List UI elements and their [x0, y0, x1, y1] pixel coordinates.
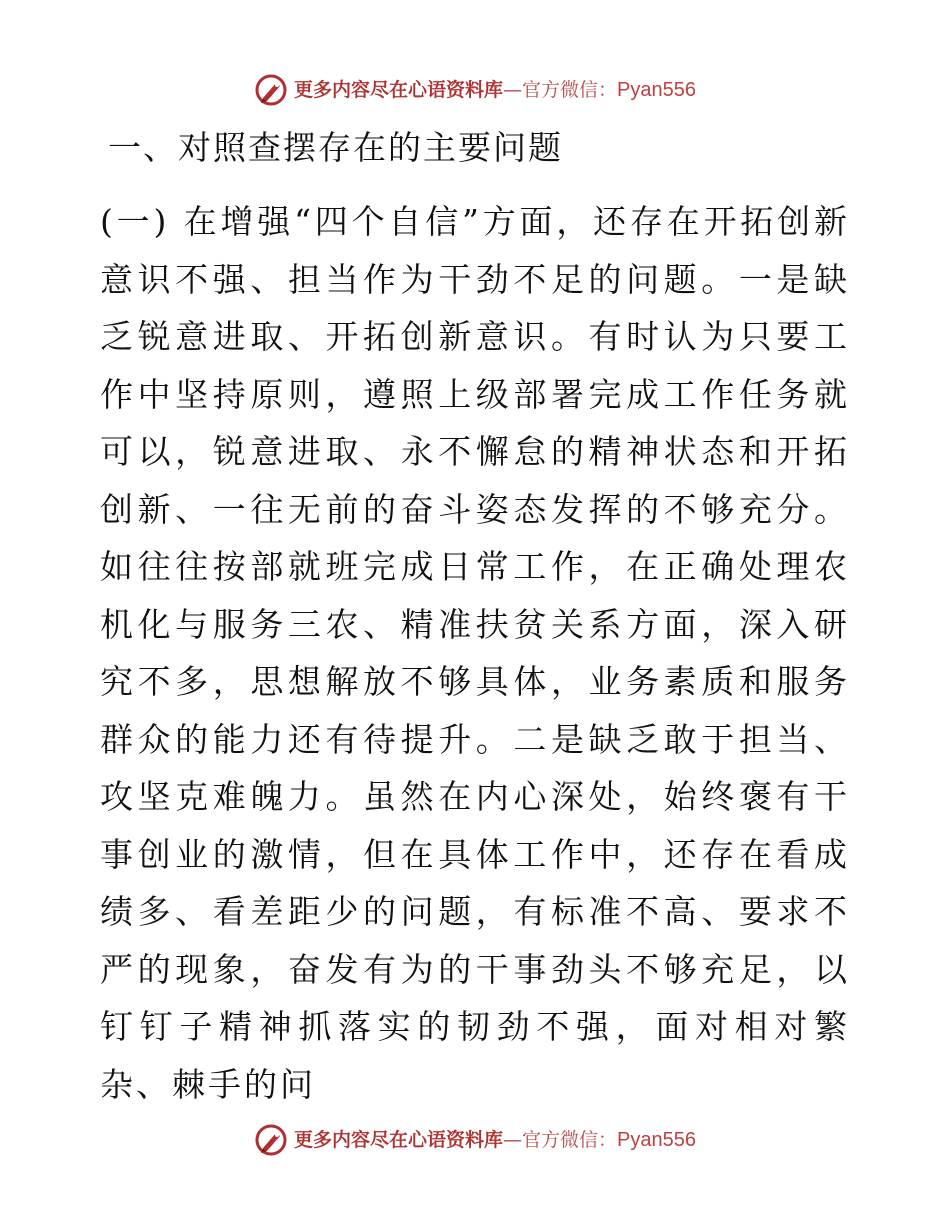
watermark-site-text: 更多内容尽在心语资料库: [294, 1129, 504, 1151]
pen-logo-icon: [254, 1123, 288, 1157]
watermark-site-text: 更多内容尽在心语资料库: [294, 79, 504, 101]
section-heading: 一、对照查摆存在的主要问题: [108, 128, 563, 167]
watermark-separator: —: [503, 79, 523, 101]
pen-logo-icon: [254, 73, 288, 107]
watermark-separator: —: [503, 1129, 523, 1151]
body-paragraph: (一) 在增强“四个自信”方面，还存在开拓创新意识不强、担当作为干劲不足的问题。一是缺乏锐意进取、开拓创新意识。有时认为只要工作中坚持原则，遵照上级部署完成工作任务就可以，锐意进取、永不懈怠的精神状态和开拓创新、一往无前的奋斗姿态发挥的不够充分。如往往按部就班完成日常工作，在正确处理农机化与服务三农、精准扶贫关系方面，深入研究不多，思想解放不够具体，业务素质和服务群众的能力还有待提升。二是缺乏敢于担当、攻坚克难魄力。虽然在内心深处，始终褒有干事创业的激情，但在具体工作中，还存在看成绩多、看差距少的问题，有标准不高、要求不严的现象，奋发有为的干事劲头不够充足，以钉钉子精神抓落实的韧劲不强，面对相对繁杂、棘手的问: [100, 202, 850, 1104]
watermark-text: [294, 80, 696, 100]
watermark-wechat-id: Pyan556: [617, 1129, 696, 1151]
watermark-wechat-label: 官方微信：: [522, 79, 618, 101]
footer-watermark: [0, 1120, 950, 1160]
watermark-wechat-label: 官方微信：: [522, 1129, 618, 1151]
watermark-wechat-id: Pyan556: [617, 79, 696, 101]
header-watermark: [0, 70, 950, 110]
watermark-text: [294, 1130, 696, 1150]
